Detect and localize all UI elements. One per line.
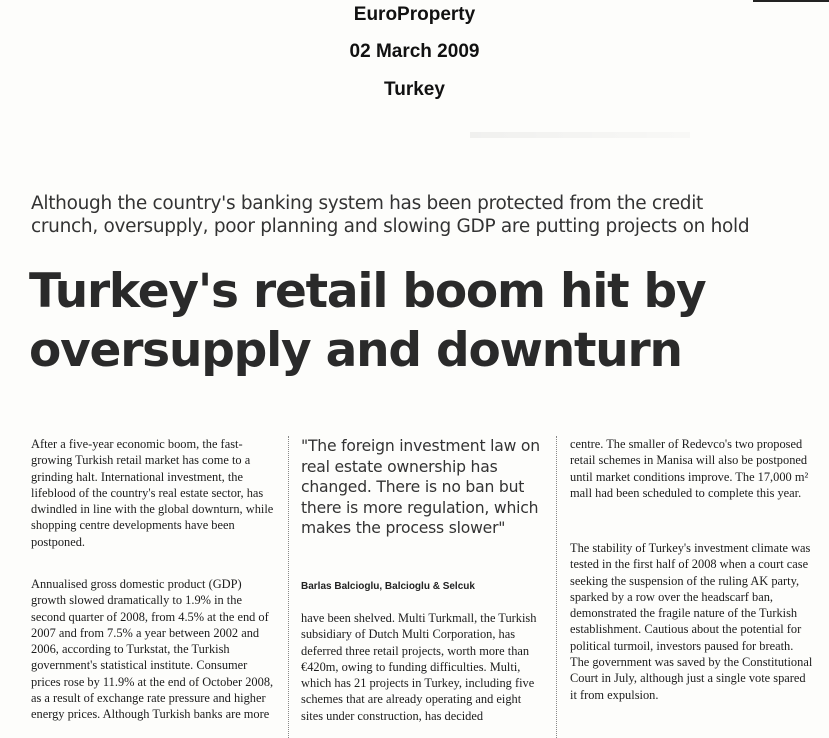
quote-attribution: Barlas Balcioglu, Balcioglu & Selcuk [301, 581, 475, 592]
standfirst-line: Although the country's banking system has been protected from the credit [31, 193, 704, 214]
pull-quote: "The foreign investment law on real estate ownership has changed. There is no ban but there is more regulation, which makes the process slower" [301, 437, 540, 537]
column-divider [556, 436, 557, 738]
body-paragraph: Annualised gross domestic product (GDP) growth slowed dramatically to 1.9% in the second quarter of 2008, from 4.5% at the end of 2007 and from 7.5% a year between 2002 and 2006, according to Turkstat, the Turkish government's statistical institute. Consumer prices rose by 11.9% at the end of October 2008, as a result of exchange rate pressure and higher energy prices. Although Turkish banks are more [31, 577, 274, 722]
column-2 [301, 436, 546, 723]
body-paragraph: The stability of Turkey's investment climate was tested in the first half of 2008 when a court case seeking the suspension of the ruling AK party, sparked by a row over the headscarf ban, demonstrated the fragile nature of the Turkish establishment. Cautious about the potential for political turmoil, investors paused for breath. The government was saved by the Constitutional Court in July, although just a single vote spared it from expulsion. [570, 541, 813, 702]
column-1 [31, 436, 277, 722]
country-label: Turkey [384, 79, 445, 100]
column-divider [288, 436, 289, 738]
publication-name: EuroProperty [353, 4, 476, 25]
body-paragraph: After a five-year economic boom, the fast-growing Turkish retail market has come to a grinding halt. International investment, the lifeblood of the country's real estate sector, has dwindled in line with the global downturn, while shopping centre developments have been postponed. [31, 437, 274, 549]
scan-edge-mark [753, 0, 829, 2]
standfirst-line: crunch, oversupply, poor planning and slowing GDP are putting projects on hold [31, 216, 750, 237]
headline-line: Turkey's retail boom hit by [29, 264, 706, 319]
column-3 [570, 436, 815, 702]
article-headline [29, 262, 829, 380]
body-paragraph: centre. The smaller of Redevco's two proposed retail schemes in Manisa will also be postponed until market conditions improve. The 17,000 m² mall had been scheduled to complete this year. [570, 437, 809, 500]
publication-date: 02 March 2009 [349, 41, 480, 62]
faint-scan-artifact [470, 132, 690, 138]
headline-line: oversupply and downturn [29, 323, 682, 378]
standfirst [31, 192, 811, 238]
body-paragraph: have been shelved. Multi Turkmall, the Turkish subsidiary of Dutch Multi Corporation, has deferred three retail projects, worth more than €420m, owing to funding difficulties. Multi, which has 21 projects in Turkey, including five schemes that are already operating and eight sites under construction, has decided [301, 611, 537, 723]
